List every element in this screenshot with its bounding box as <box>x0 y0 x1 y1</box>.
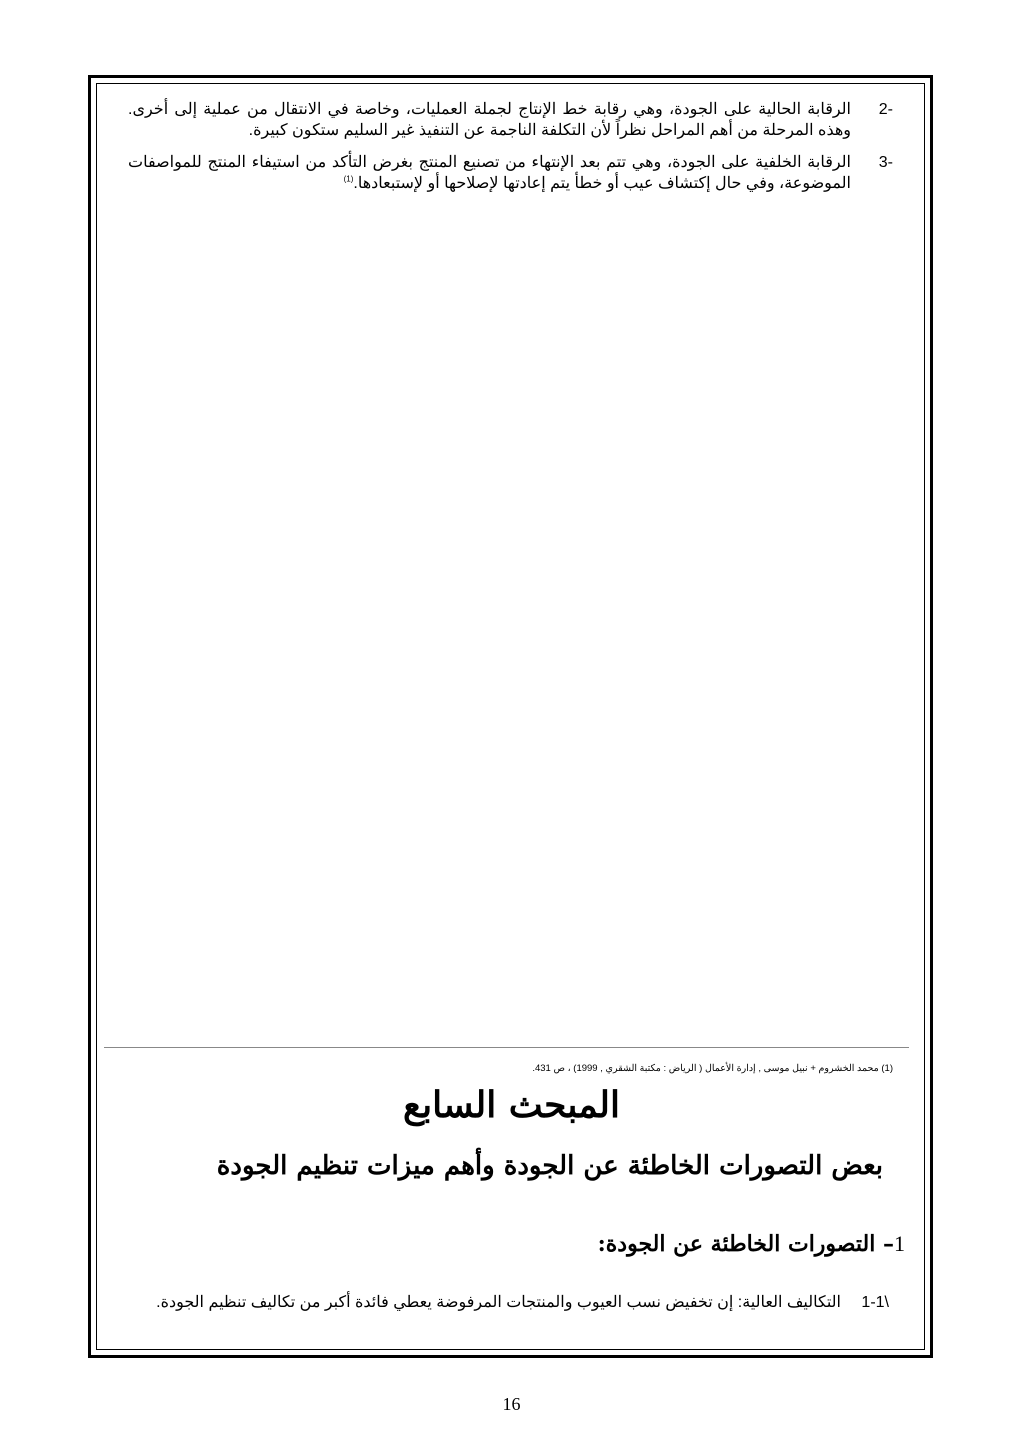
footnote-reference: (1) <box>343 174 354 184</box>
list-item-number: -2 <box>878 101 893 118</box>
page-number: 16 <box>502 1394 521 1414</box>
section-heading: المبحث السابع <box>402 1084 620 1126</box>
footnote: (1) محمد الخشروم + نبيل موسى , إدارة الأعمال ( الرياض : مكتبة الشقري , 1999) ، ص 431. <box>532 1063 893 1074</box>
list-item-text <box>128 152 851 194</box>
footnote-separator <box>104 1047 909 1048</box>
list-item-body: الرقابة الخلفية على الجودة، وهي تتم بعد الإنتهاء من تصنيع المنتج بغرض التأكد من استيفاء المنتج للمواصفات الموضوعة، وفي حال إكتشاف عيب أو خطأ يتم إعادتها لإصلاحها أو لإستبعادها. <box>128 154 851 192</box>
list-item-number: -3 <box>878 154 893 171</box>
section-subtitle: بعض التصورات الخاطئة عن الجودة وأهم ميزات تنظيم الجودة <box>216 1151 883 1181</box>
paragraph-text: التكاليف العالية: إن تخفيض نسب العيوب والمنتجات المرفوضة يعطي فائدة أكبر من تكاليف تنظيم الجودة. <box>156 1294 841 1311</box>
list-item-text: الرقابة الحالية على الجودة، وهي رقابة خط الإنتاج لجملة العمليات، وخاصة في الانتقال من عملية إلى أخرى. وهذه المرحلة من أهم المراحل نظراً لأن التكلفة الناجمة عن التنفيذ غير السليم ستكون كبيرة. <box>128 101 851 139</box>
subheading <box>598 1228 905 1260</box>
subheading-number: 1 <box>894 1231 905 1256</box>
subheading-text: – التصورات الخاطئة عن الجودة: <box>597 1231 894 1257</box>
paragraph-number: 1-1\ <box>861 1294 889 1311</box>
